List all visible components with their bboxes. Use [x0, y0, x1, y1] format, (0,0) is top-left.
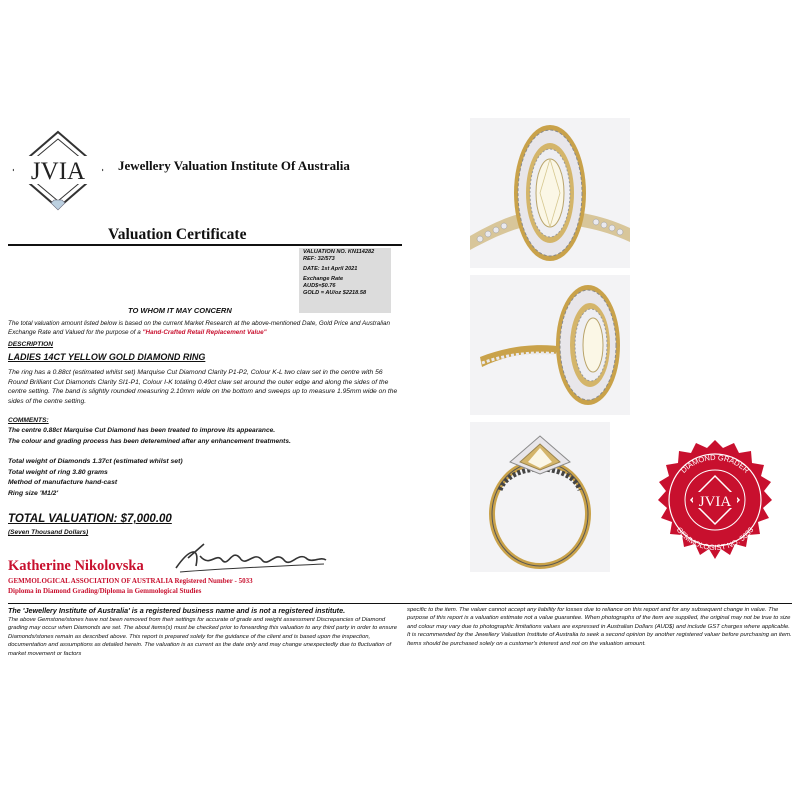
disclaimer-right: specific to the item. The valuer cannot accept any liability for losses due to reliance on this report and for any subsequent change in value. The purpose of this report is a valuation estimate not a value guarantee. When photographs of the item are supplied, the original may not be true to size and colour may vary due to photographic limitations values are expressed in Australian Dollars (AUD$) and include GST charges where applicable. It is recommended by the Jewellery Valuation Institute of Australia to seek a second opinion by another registered valuer before purchasing an item. Items should be purchased solely on a customer's interest and not on the valuation amount.: [407, 607, 792, 647]
intro-text: The total valuation amount listed below is based on the current Market Research at the above-mentioned Date, Gold Price and Australian Exchange Rate and Valued for the purpose of a: [8, 320, 390, 336]
item-description: The ring has a 0.88ct (estimated whilst set) Marquise Cut Diamond Clarity P1-P2, Colour K-L two claw set in the centre with 56 Round Brilliant Cut Diamonds Clarity SI1-P1, Colour I-K totaling 0.49ct claw set around the outer edge and along the sides of the centre setting. The band is slightly rounded measuring 2.10mm wide on the bottom and sweeps up to measure 1.95mm wide on the sides of the centre setting.: [8, 369, 398, 406]
intro-paragraph: [8, 320, 398, 337]
diamond-icon: [51, 200, 65, 210]
comments-heading: COMMENTS:: [8, 417, 49, 424]
diamond-grader-seal: [650, 438, 780, 568]
valuation-date: DATE: 1st April 2021: [303, 265, 358, 272]
valuation-number: VALUATION NO. KN114282: [303, 249, 375, 255]
exchange-rate-heading: Exchange Rate: [303, 275, 344, 282]
item-title: LADIES 14CT YELLOW GOLD DIAMOND RING: [8, 352, 206, 362]
jvia-logo: [10, 128, 106, 218]
ring-photo-top: [470, 118, 630, 268]
to-whom-heading: TO WHOM IT MAY CONCERN: [128, 306, 232, 315]
total-valuation: TOTAL VALUATION: $7,000.00: [8, 513, 172, 525]
aud-rate: AUD$=$0.76: [303, 282, 336, 289]
valuer-association: GEMMOLOGICAL ASSOCIATION OF AUSTRALIA Registered Number - 5033: [8, 577, 253, 585]
comment-treatment: The centre 0.88ct Marquise Cut Diamond has been treated to improve its appearance.: [8, 427, 276, 434]
logo-text: JVIA: [30, 158, 86, 185]
valuation-purpose: "Hand-Crafted Retail Replacement Value": [142, 328, 267, 336]
ring-photo-profile: [470, 422, 610, 572]
handwritten-signature: [170, 538, 330, 580]
valuer-name: Katherine Nikolovska: [8, 558, 144, 574]
description-heading: DESCRIPTION: [8, 341, 54, 348]
comment-grading: The colour and grading process has been deteremined after any enhancement treatments.: [8, 438, 291, 445]
specifications: [8, 457, 183, 499]
disclaimer-left: The above Gemstone/stones have not been removed from their settings for accurate of grade and weight assessment Discrepancies of Diamond grading may occur when Diamonds are set. The about items(s) must be checked prior to forwarding this valuation to any third party in order to ensure Diamonds/stones remain as described above. This report is prepared solely for the guidance of the client and is based upon the inspection, documentation and assumptions as detailed herein. The valuation is as current as the date only and may change unexpectedly due to fluctuation of market movement or factors: [8, 617, 397, 657]
reference-box: [299, 248, 391, 313]
valuer-diploma: Diploma in Diamond Grading/Diploma in Gemmological Studies: [8, 587, 202, 595]
seal-top-text: DIAMOND GRADER: [678, 452, 752, 475]
disclaimer-heading: The 'Jewellery Institute of Australia' is a registered business name and is not a registered institute.: [8, 606, 346, 615]
gold-price: GOLD = AU/oz $2218.58: [303, 289, 367, 296]
seal-bottom-text: GEMMOLOGIST NO. 5033: [674, 525, 756, 553]
footer-divider: [8, 603, 792, 604]
certificate-title: Valuation Certificate: [108, 226, 247, 243]
ring-photo-side: [470, 275, 630, 415]
spec-diamond-weight: Total weight of Diamonds 1.37ct (estimated whilst set): [8, 458, 183, 465]
org-name: Jewellery Valuation Institute Of Australia: [118, 158, 350, 173]
seal-center-text: JVIA: [698, 494, 732, 510]
title-divider: [8, 244, 402, 246]
spec-manufacture: Method of manufacture hand-cast: [8, 479, 118, 487]
total-in-words: (Seven Thousand Dollars): [8, 529, 89, 536]
spec-ring-size: Ring size 'M1/2': [8, 489, 59, 497]
spec-ring-weight: Total weight of ring 3.80 grams: [8, 468, 108, 476]
reference-number: REF: 32/573: [303, 255, 335, 262]
